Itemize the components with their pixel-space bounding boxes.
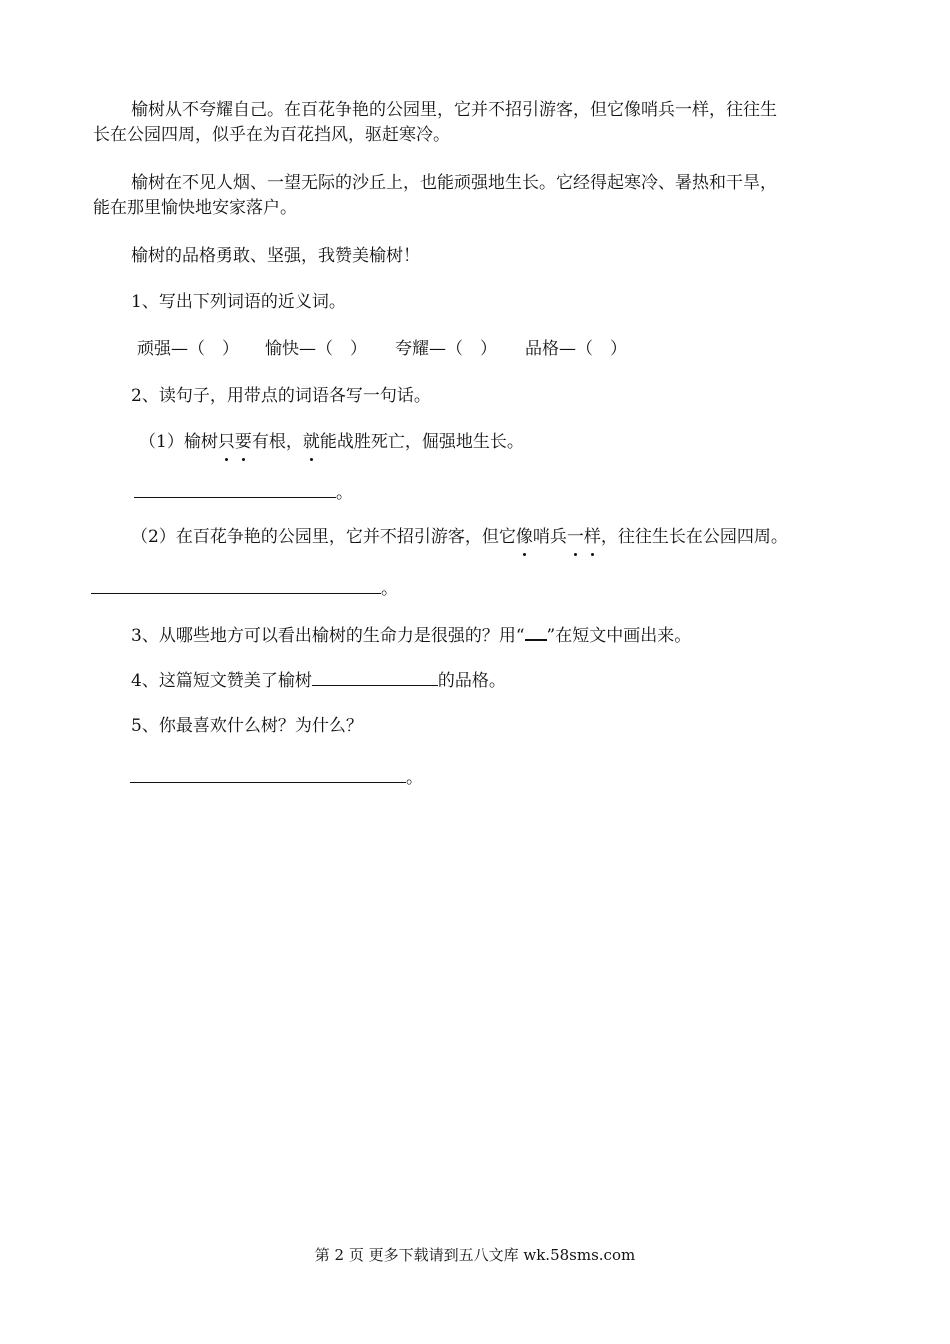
q2-s1-dotted-1: 只 [217, 432, 235, 452]
q2-s2-dotted-1: 像 [515, 527, 533, 547]
q2-s2-suffix: ，往往生长在公园四周。 [600, 527, 788, 547]
q2-answer-2-blank[interactable] [91, 575, 381, 594]
q1-word-4: 品格—（ ） [525, 339, 627, 359]
q1-word-2: 愉快—（ ） [265, 339, 367, 359]
passage-paragraph-3: 榆树的品格勇敢、坚强，我赞美榆树！ [131, 246, 420, 266]
passage-p2-line1: 榆树在不见人烟、一望无际的沙丘上，也能顽强地生长。它经得起寒冷、暑热和干旱， [131, 173, 777, 193]
q2-answer-1[interactable] [134, 479, 353, 505]
q4-answer-blank[interactable] [312, 667, 438, 686]
q1-word-3: 夸耀—（ ） [395, 339, 497, 359]
q2-s1-prefix: （1）榆树 [139, 432, 218, 452]
question-4 [131, 667, 506, 693]
q2-s1-dotted-2: 要 [234, 432, 252, 452]
q3-suffix: ”在短文中画出来。 [546, 626, 692, 646]
q2-s2-mid: 哨兵 [532, 527, 567, 547]
question-1: 1、写出下列词语的近义词。 [131, 292, 346, 312]
q2-s1-suffix: 能战胜死亡，倔强地生长。 [319, 432, 524, 452]
q2-answer-2[interactable] [91, 575, 398, 601]
q2-s1-mid: 有根， [251, 432, 303, 452]
q3-prefix: 3、从哪些地方可以看出榆树的生命力是很强的？用“ [131, 626, 525, 646]
q2-sentence-1 [139, 430, 524, 454]
q2-sentence-2 [131, 525, 788, 549]
passage-p1-line1: 榆树从不夸耀自己。在百花争艳的公园里，它并不招引游客，但它像哨兵一样，往往生 [131, 100, 777, 120]
question-2: 2、读句子，用带点的词语各写一句话。 [131, 386, 431, 406]
passage-p1-line2: 长在公园四周，似乎在为百花挡风，驱赶寒冷。 [93, 125, 450, 145]
q5-answer-blank[interactable] [130, 764, 406, 783]
q5-answer[interactable] [130, 764, 423, 790]
q2-s2-prefix: （2）在百花争艳的公园里，它并不招引游客，但它 [131, 527, 516, 547]
q2-answer-2-period: 。 [381, 579, 398, 599]
question-3 [131, 621, 691, 648]
q2-s2-dotted-2: 一 [566, 527, 584, 547]
q2-answer-1-period: 。 [336, 483, 353, 503]
q1-word-1: 顽强—（ ） [137, 339, 239, 359]
q4-prefix: 4、这篇短文赞美了榆树 [131, 671, 312, 691]
q5-answer-period: 。 [406, 768, 423, 788]
page-footer: 第 2 页 更多下载请到五八文库 wk.58sms.com [314, 1246, 636, 1264]
q3-underline-sample [525, 621, 547, 641]
passage-p2-line2: 能在那里愉快地安家落户。 [93, 198, 297, 218]
q2-s2-dotted-3: 样 [583, 527, 601, 547]
q4-suffix: 的品格。 [437, 671, 506, 691]
question-5: 5、你最喜欢什么树？为什么？ [131, 716, 363, 736]
q2-s1-dotted-3: 就 [302, 432, 320, 452]
q2-answer-1-blank[interactable] [134, 479, 336, 498]
